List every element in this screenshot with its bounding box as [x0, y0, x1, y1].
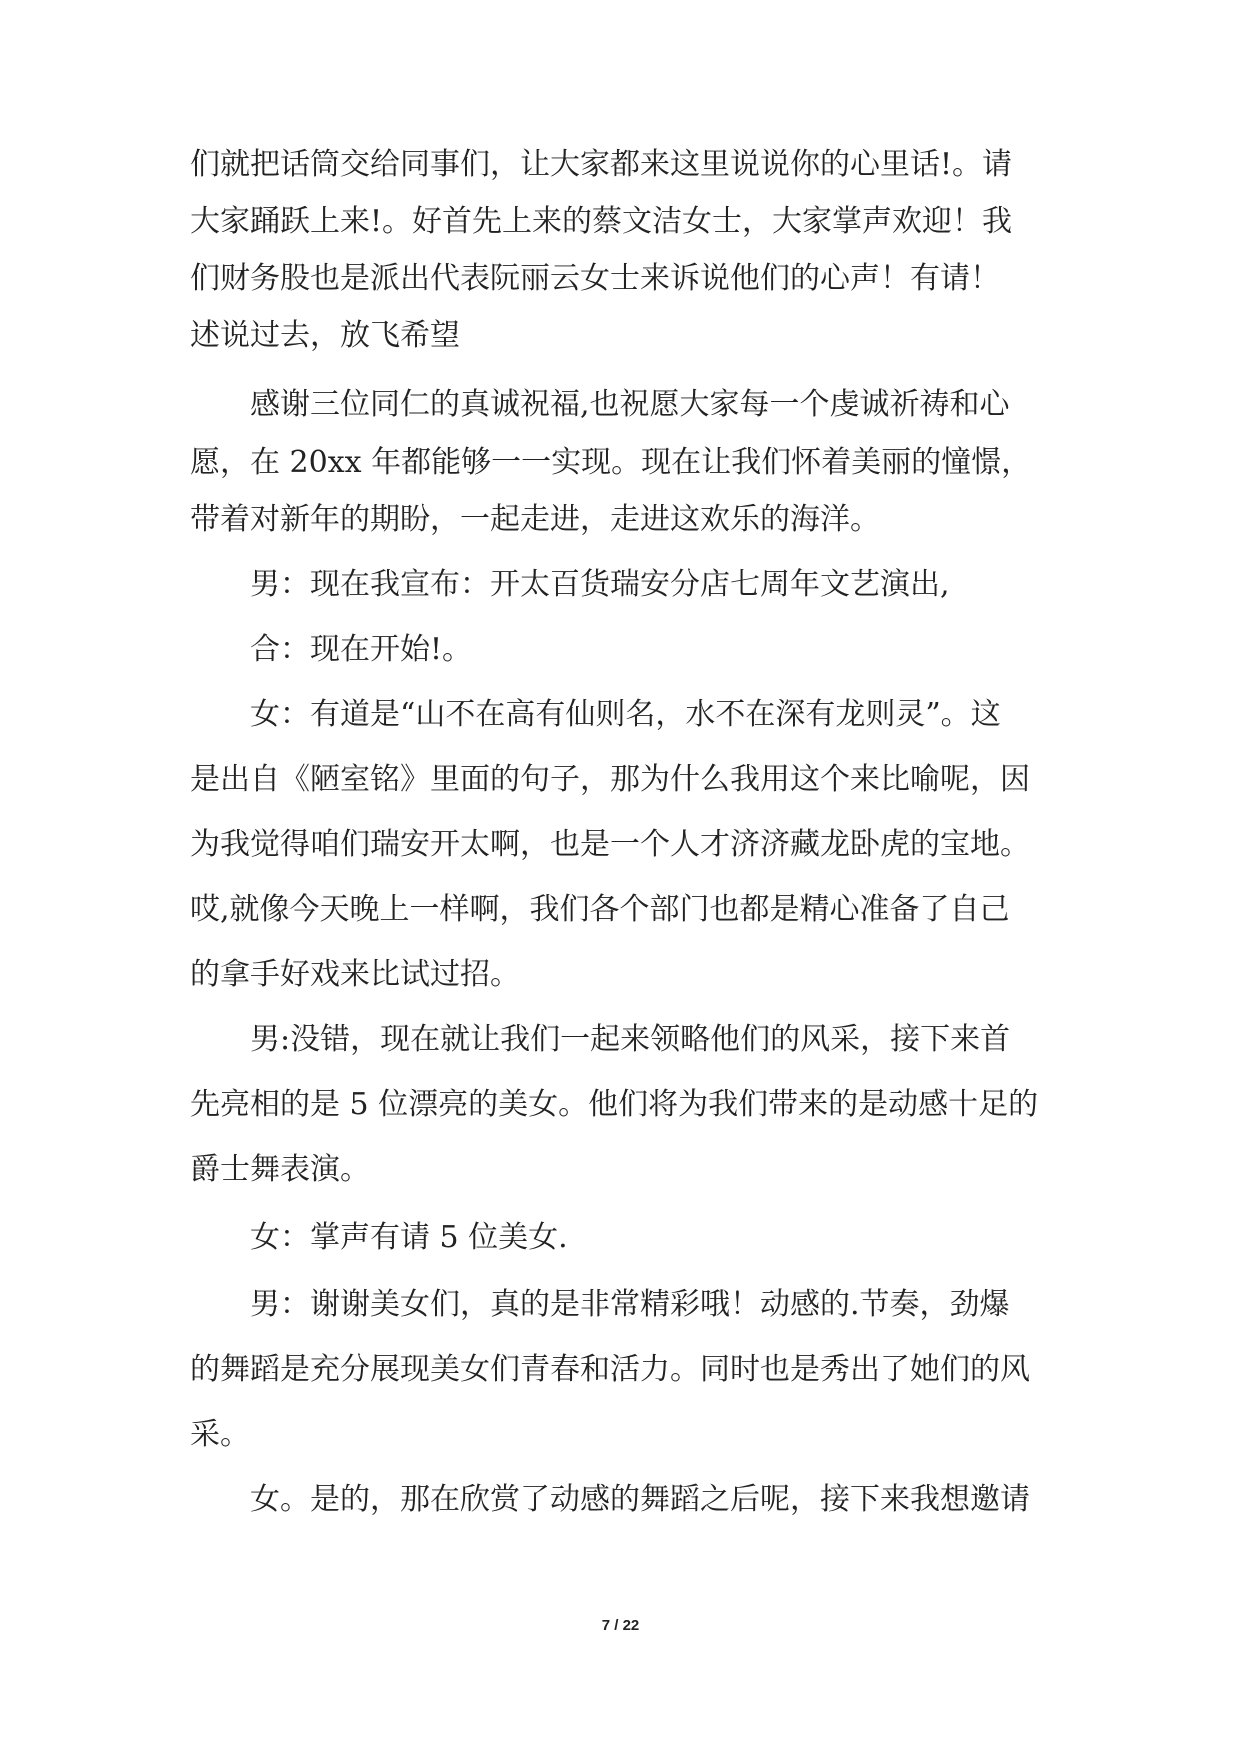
text-line: 先亮相的是 5 位漂亮的美女。他们将为我们带来的是动感十足的	[190, 1087, 1039, 1122]
text-line: 带着对新年的期盼，一起走进，走进这欢乐的海洋。	[190, 502, 880, 537]
text-line: 女：有道是“山不在高有仙则名，水不在深有龙则灵”。这	[250, 697, 1001, 732]
text-line: 哎,就像今天晚上一样啊，我们各个部门也都是精心准备了自己	[190, 892, 1010, 927]
text-line: 为我觉得咱们瑞安开太啊，也是一个人才济济藏龙卧虎的宝地。	[190, 827, 1030, 862]
text-line: 愿，在 20xx 年都能够一一实现。现在让我们怀着美丽的憧憬，	[190, 445, 1032, 480]
text-line: 是出自《陋室铭》里面的句子，那为什么我用这个来比喻呢，因	[190, 762, 1030, 797]
text-line: 女。是的，那在欣赏了动感的舞蹈之后呢，接下来我想邀请	[250, 1482, 1030, 1517]
text-line: 爵士舞表演。	[190, 1152, 370, 1187]
text-line: 女：掌声有请 5 位美女.	[250, 1220, 568, 1255]
text-line: 采。	[190, 1417, 250, 1452]
text-line: 合：现在开始!。	[250, 632, 473, 667]
text-line: 述说过去，放飞希望	[190, 318, 460, 353]
text-line: 们就把话筒交给同事们，让大家都来这里说说你的心里话!。请	[190, 147, 1013, 182]
text-line: 们财务股也是派出代表阮丽云女士来诉说他们的心声！有请！	[190, 261, 1000, 296]
text-line: 男:没错，现在就让我们一起来领略他们的风采，接下来首	[250, 1022, 1011, 1057]
text-line: 感谢三位同仁的真诚祝福,也祝愿大家每一个虔诚祈祷和心	[250, 387, 1010, 422]
text-line: 的舞蹈是充分展现美女们青春和活力。同时也是秀出了她们的风	[190, 1352, 1030, 1387]
page-number: 7 / 22	[601, 1617, 640, 1634]
text-line: 男：谢谢美女们，真的是非常精彩哦！动感的.节奏，劲爆	[250, 1287, 1010, 1322]
text-line: 大家踊跃上来!。好首先上来的蔡文洁女士，大家掌声欢迎！我	[190, 204, 1013, 239]
text-line: 的拿手好戏来比试过招。	[190, 957, 520, 992]
text-line: 男：现在我宣布：开太百货瑞安分店七周年文艺演出,	[250, 567, 950, 602]
